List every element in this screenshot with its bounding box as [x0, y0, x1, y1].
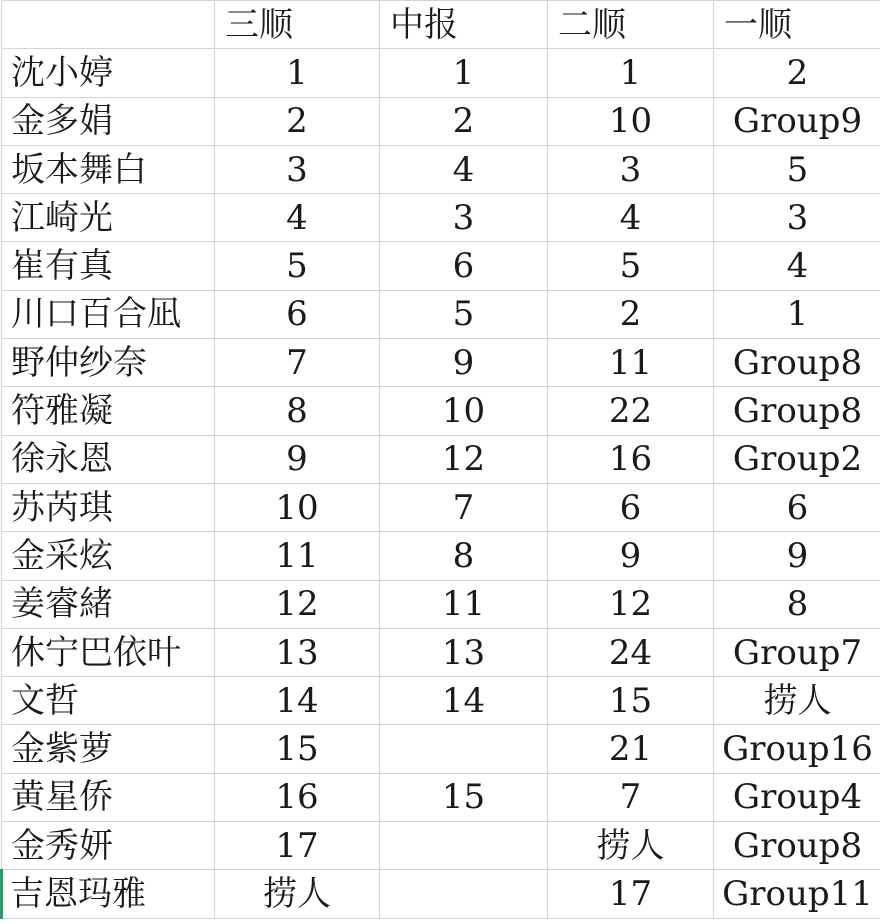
round3-cell[interactable]: 5: [215, 242, 380, 290]
round1-cell[interactable]: 1: [714, 290, 880, 338]
table-row: [2, 145, 880, 193]
name-cell[interactable]: 崔有真: [2, 242, 215, 290]
midterm-cell[interactable]: 4: [380, 145, 548, 193]
round3-cell[interactable]: 12: [215, 580, 380, 628]
name-cell[interactable]: 苏芮琪: [2, 483, 215, 531]
round2-cell[interactable]: 15: [548, 677, 714, 725]
round2-cell[interactable]: 17: [548, 870, 714, 918]
midterm-cell[interactable]: 15: [380, 773, 548, 821]
round1-cell[interactable]: 3: [714, 194, 880, 242]
table-row: [2, 483, 880, 531]
table-row: [2, 242, 880, 290]
round1-cell[interactable]: 5: [714, 145, 880, 193]
round3-cell[interactable]: 10: [215, 483, 380, 531]
midterm-cell[interactable]: 10: [380, 387, 548, 435]
table-row: [2, 822, 880, 870]
round3-cell[interactable]: 2: [215, 97, 380, 145]
midterm-cell[interactable]: 9: [380, 339, 548, 387]
round1-cell[interactable]: Group11: [714, 870, 880, 918]
header-row: [2, 1, 880, 49]
midterm-cell[interactable]: [380, 870, 548, 918]
midterm-cell[interactable]: 5: [380, 290, 548, 338]
midterm-cell[interactable]: 6: [380, 242, 548, 290]
round2-cell[interactable]: 16: [548, 435, 714, 483]
round1-cell[interactable]: 捞人: [714, 677, 880, 725]
round1-cell[interactable]: Group7: [714, 628, 880, 676]
name-cell[interactable]: 金多娟: [2, 97, 215, 145]
round3-cell[interactable]: 9: [215, 435, 380, 483]
table-row: [2, 194, 880, 242]
table-row: [2, 339, 880, 387]
midterm-cell[interactable]: [380, 822, 548, 870]
round2-cell[interactable]: 2: [548, 290, 714, 338]
round3-cell[interactable]: 3: [215, 145, 380, 193]
round1-cell[interactable]: 2: [714, 49, 880, 97]
name-cell[interactable]: 徐永恩: [2, 435, 215, 483]
round1-cell[interactable]: 9: [714, 532, 880, 580]
name-cell[interactable]: 金秀妍: [2, 822, 215, 870]
round2-cell[interactable]: 1: [548, 49, 714, 97]
midterm-cell[interactable]: [380, 725, 548, 773]
table-row: [2, 677, 880, 725]
round2-cell[interactable]: 3: [548, 145, 714, 193]
round2-cell[interactable]: 4: [548, 194, 714, 242]
name-cell[interactable]: 坂本舞白: [2, 145, 215, 193]
header-cell-round1[interactable]: 一顺: [714, 1, 880, 49]
header-cell-corner[interactable]: [2, 1, 215, 49]
round1-cell[interactable]: 8: [714, 580, 880, 628]
table-row: [2, 580, 880, 628]
midterm-cell[interactable]: 11: [380, 580, 548, 628]
table-row: [2, 725, 880, 773]
round3-cell[interactable]: 13: [215, 628, 380, 676]
name-cell[interactable]: 休宁巴依叶: [2, 628, 215, 676]
round3-cell[interactable]: 捞人: [215, 870, 380, 918]
round3-cell[interactable]: 15: [215, 725, 380, 773]
round3-cell[interactable]: 8: [215, 387, 380, 435]
table-row: [2, 532, 880, 580]
round3-cell[interactable]: 14: [215, 677, 380, 725]
name-cell[interactable]: 金紫萝: [2, 725, 215, 773]
round3-cell[interactable]: 1: [215, 49, 380, 97]
round2-cell[interactable]: 24: [548, 628, 714, 676]
round2-cell[interactable]: 5: [548, 242, 714, 290]
midterm-cell[interactable]: 14: [380, 677, 548, 725]
midterm-cell[interactable]: 13: [380, 628, 548, 676]
name-cell[interactable]: 符雅凝: [2, 387, 215, 435]
table-row: [2, 870, 880, 918]
round2-cell[interactable]: 22: [548, 387, 714, 435]
midterm-cell[interactable]: 1: [380, 49, 548, 97]
round3-cell[interactable]: 6: [215, 290, 380, 338]
name-cell[interactable]: 黄星侨: [2, 773, 215, 821]
header-cell-midterm[interactable]: 中报: [380, 1, 548, 49]
round2-cell[interactable]: 10: [548, 97, 714, 145]
name-cell[interactable]: 江崎光: [2, 194, 215, 242]
name-cell[interactable]: 吉恩玛雅: [2, 870, 215, 918]
round1-cell[interactable]: Group8: [714, 387, 880, 435]
table-row: [2, 49, 880, 97]
table-row: [2, 387, 880, 435]
header-cell-round2[interactable]: 二顺: [548, 1, 714, 49]
midterm-cell[interactable]: 2: [380, 97, 548, 145]
table-body: [2, 49, 880, 918]
round2-cell[interactable]: 7: [548, 773, 714, 821]
round1-cell[interactable]: Group8: [714, 822, 880, 870]
midterm-cell[interactable]: 12: [380, 435, 548, 483]
table-row: [2, 97, 880, 145]
round1-cell[interactable]: 4: [714, 242, 880, 290]
round3-cell[interactable]: 17: [215, 822, 380, 870]
round2-cell[interactable]: 21: [548, 725, 714, 773]
round1-cell[interactable]: Group2: [714, 435, 880, 483]
round2-cell[interactable]: 捞人: [548, 822, 714, 870]
round2-cell[interactable]: 12: [548, 580, 714, 628]
name-cell[interactable]: 姜睿緒: [2, 580, 215, 628]
round3-cell[interactable]: 16: [215, 773, 380, 821]
round2-cell[interactable]: 11: [548, 339, 714, 387]
round2-cell[interactable]: 6: [548, 483, 714, 531]
midterm-cell[interactable]: 7: [380, 483, 548, 531]
name-cell[interactable]: 金采炫: [2, 532, 215, 580]
table-row: [2, 773, 880, 821]
round1-cell[interactable]: Group9: [714, 97, 880, 145]
round3-cell[interactable]: 4: [215, 194, 380, 242]
midterm-cell[interactable]: 3: [380, 194, 548, 242]
name-cell[interactable]: 川口百合凪: [2, 290, 215, 338]
round1-cell[interactable]: 6: [714, 483, 880, 531]
header-cell-round3[interactable]: 三顺: [215, 1, 380, 49]
round1-cell[interactable]: Group16: [714, 725, 880, 773]
round1-cell[interactable]: Group4: [714, 773, 880, 821]
round2-cell[interactable]: 9: [548, 532, 714, 580]
midterm-cell[interactable]: 8: [380, 532, 548, 580]
table-row: [2, 628, 880, 676]
round3-cell[interactable]: 7: [215, 339, 380, 387]
table-row: [2, 290, 880, 338]
name-cell[interactable]: 野仲纱奈: [2, 339, 215, 387]
round3-cell[interactable]: 11: [215, 532, 380, 580]
table-row: [2, 435, 880, 483]
name-cell[interactable]: 文哲: [2, 677, 215, 725]
name-cell[interactable]: 沈小婷: [2, 49, 215, 97]
round1-cell[interactable]: Group8: [714, 339, 880, 387]
